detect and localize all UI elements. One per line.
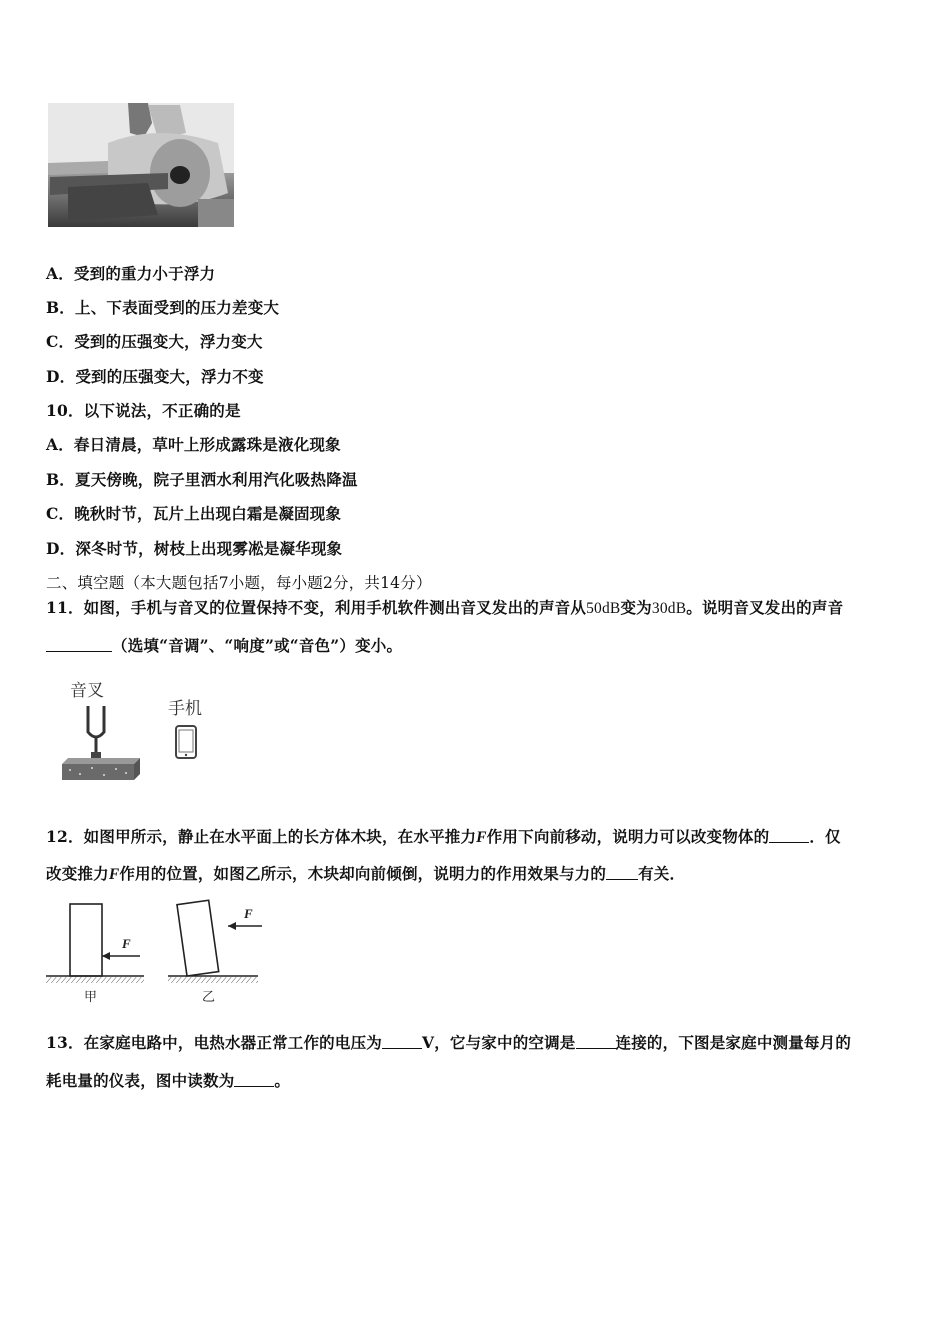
q11-text-a: 11．如图，手机与音叉的位置保持不变，利用手机软件测出音叉发出的声音从: [46, 598, 587, 617]
q12-text-d: 改变推力: [46, 864, 109, 883]
submarine-photo: [48, 103, 234, 227]
figure-a-label: 甲: [84, 990, 98, 1005]
q13-text-e: 。: [274, 1071, 291, 1090]
q9-option-d: D．受到的压强变大，浮力不变: [46, 367, 264, 386]
q13-answer-blank-3[interactable]: [234, 1072, 274, 1087]
q12-answer-blank-2[interactable]: [606, 865, 638, 880]
q11-text-d: （选填“音调”、“响度”或“音色”）变小。: [112, 636, 403, 655]
q13-text-c: 连接的，下图是家庭中测量每月的: [615, 1033, 852, 1052]
figure-b-force-label: F: [244, 906, 253, 921]
figure-b-label: 乙: [202, 990, 216, 1005]
q13-answer-blank-2[interactable]: [576, 1034, 616, 1049]
q9-option-b: B．上、下表面受到的压力差变大: [46, 298, 280, 317]
q11-text-c: 。说明音叉发出的声音: [686, 598, 844, 617]
block-force-figure: [44, 896, 266, 1008]
q11-line-2: [46, 634, 402, 656]
q12-text-e: 作用的位置，如图乙所示，木块却向前倾倒，说明力的作用效果与力的: [119, 864, 607, 883]
q13-line-2: [46, 1069, 290, 1091]
phone-icon: [176, 726, 196, 758]
tuning-fork-phone-figure: [56, 676, 216, 786]
q9-option-c: C．受到的压强变大，浮力变大: [46, 332, 263, 351]
q11-line-1: [46, 596, 843, 618]
q11-db-start: 50dB: [586, 600, 621, 617]
phone-label: 手机: [168, 699, 202, 719]
q10-option-c: C．晚秋时节，瓦片上出现白霜是凝固现象: [46, 504, 342, 523]
q10-stem: 10．以下说法，不正确的是: [46, 401, 241, 420]
q13-answer-blank-1[interactable]: [382, 1034, 422, 1049]
q12-text-a: 12．如图甲所示，静止在水平面上的长方体木块，在水平推力: [46, 827, 477, 846]
q13-text-b: V，它与家中的空调是: [421, 1033, 576, 1052]
figure-a-force-label: F: [122, 936, 131, 951]
q11-answer-blank[interactable]: [46, 637, 112, 652]
q12-answer-blank-1[interactable]: [769, 828, 809, 843]
q12-line-1: [46, 825, 841, 847]
section-heading: 二、填空题（本大题包括7小题，每小题2分，共14分）: [46, 574, 432, 592]
q11-db-end: 30dB: [651, 600, 687, 617]
q11-text-b: 变为: [620, 598, 652, 617]
q13-line-1: [46, 1031, 851, 1053]
tuning-fork-label: 音叉: [70, 681, 104, 701]
q10-option-a: A．春日清晨，草叶上形成露珠是液化现象: [46, 435, 341, 454]
q12-text-f: 有关．: [638, 864, 686, 883]
q13-text-a: 13．在家庭电路中，电热水器正常工作的电压为: [46, 1033, 382, 1052]
q12-force-symbol: F: [476, 829, 487, 846]
q9-option-a: A．受到的重力小于浮力: [46, 264, 216, 283]
q10-option-d: D．深冬时节，树枝上出现雾凇是凝华现象: [46, 539, 343, 558]
q12-text-b: 作用下向前移动，说明力可以改变物体的: [486, 827, 770, 846]
q12-text-c: ．仅: [809, 827, 841, 846]
q12-force-symbol-2: F: [108, 866, 120, 883]
q12-line-2: [46, 862, 685, 884]
q13-text-d: 耗电量的仪表，图中读数为: [46, 1071, 235, 1090]
q10-option-b: B．夏天傍晚，院子里洒水利用汽化吸热降温: [46, 470, 358, 489]
